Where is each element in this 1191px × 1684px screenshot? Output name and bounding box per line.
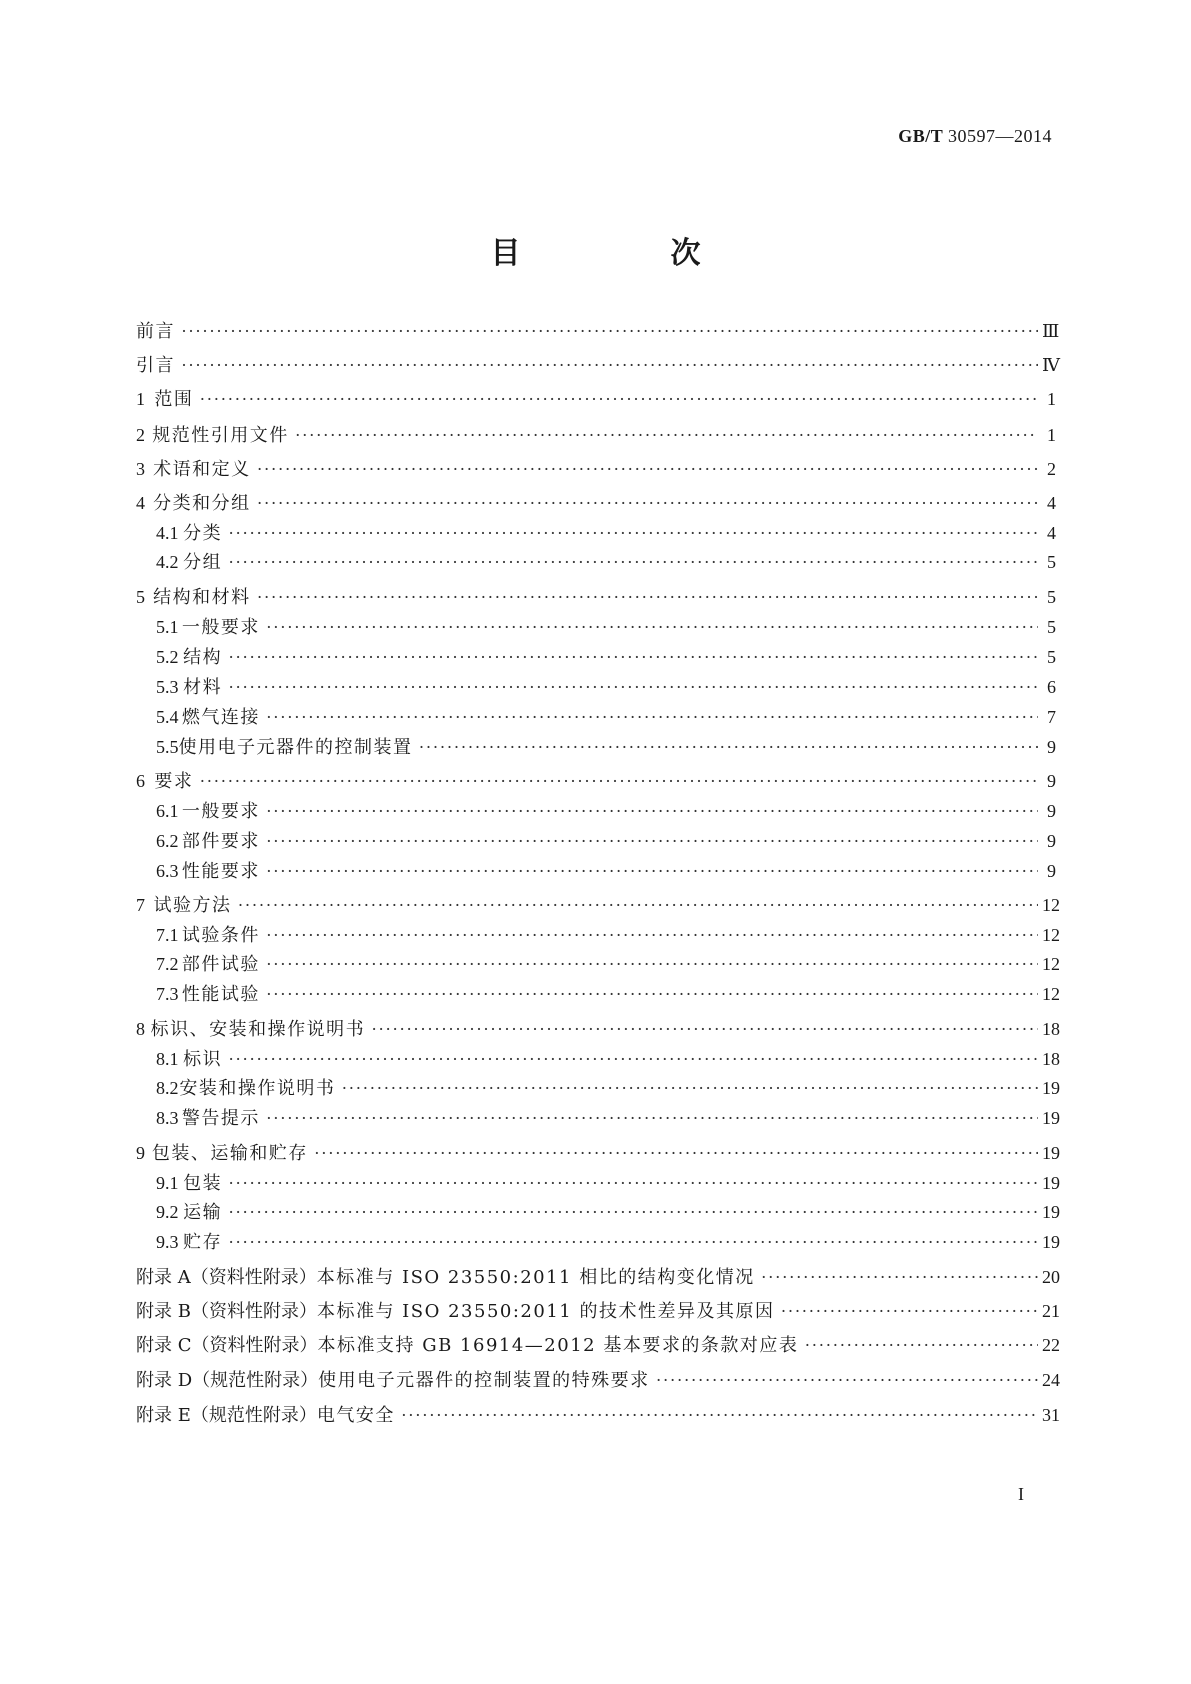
toc-entry-page: 1 [1047, 389, 1056, 409]
toc-entry-page: 7 [1047, 707, 1056, 727]
annex-heading: 附录 E（规范性附录） [136, 1405, 317, 1426]
toc-entry-label: 分类和分组 [153, 493, 251, 514]
annex-heading: 附录 B（资料性附录） [136, 1301, 317, 1322]
toc-entry-label: 试验方法 [153, 895, 232, 916]
dot-leader [266, 953, 1038, 975]
annex-heading: 附录 C（资料性附录） [136, 1335, 318, 1356]
toc-entry-number: 3 [136, 459, 145, 479]
toc-entry-number: 5.5 [156, 737, 179, 757]
toc-entry-number: 9.1 [156, 1173, 179, 1193]
dot-leader [199, 770, 1038, 792]
toc-entry-page: Ⅲ [1042, 321, 1060, 341]
dot-leader [228, 646, 1038, 668]
toc-entry-page: 1 [1047, 425, 1056, 445]
toc-entry-label: 引言 [136, 355, 175, 376]
toc-entry-page: 19 [1042, 1173, 1060, 1193]
toc-entry-4[interactable] [136, 492, 1056, 515]
dot-leader [228, 1201, 1038, 1223]
toc-entry-label: 使用电子元器件的控制装置的特殊要求 [318, 1370, 650, 1391]
toc-entry-number: 5.1 [156, 617, 179, 637]
toc-entry-label: 安装和操作说明书 [179, 1078, 336, 1099]
toc-entry-5-4[interactable] [156, 706, 1056, 729]
dot-leader [257, 458, 1038, 480]
toc-entry-annex-e[interactable] [136, 1404, 1060, 1427]
dot-leader [266, 616, 1038, 638]
toc-entry-number: 6.2 [156, 831, 179, 851]
dot-leader [266, 800, 1038, 822]
standard-code [898, 126, 1052, 147]
toc-entry-label: 本标准与 ISO 23550:2011 的技术性差异及其原因 [316, 1301, 775, 1322]
toc-entry-number: 5 [136, 587, 145, 607]
page-number: I [1018, 1484, 1024, 1504]
toc-entry-page: 2 [1047, 459, 1056, 479]
standard-number: 30597—2014 [948, 126, 1052, 146]
toc-entry-number: 5.4 [156, 707, 179, 727]
dot-leader [199, 388, 1038, 410]
toc-entry-number: 4.2 [156, 552, 179, 572]
toc-entry-label: 性能试验 [181, 984, 260, 1005]
toc-entry-number: 6.1 [156, 801, 179, 821]
toc-entry-page: 19 [1042, 1202, 1060, 1222]
toc-entry-page: 12 [1042, 895, 1060, 915]
toc-entry-9-3[interactable] [156, 1231, 1060, 1254]
toc-entry-label: 规范性引用文件 [152, 425, 289, 446]
dot-leader [238, 894, 1038, 916]
dot-leader [266, 924, 1038, 946]
toc-entry-page: 4 [1047, 523, 1056, 543]
standard-prefix: GB/T [898, 126, 943, 146]
toc-entry-label: 要求 [154, 771, 194, 792]
toc-entry-4-2[interactable] [156, 551, 1056, 574]
toc-entry-introduction[interactable] [136, 354, 1060, 377]
toc-entry-5-2[interactable] [156, 646, 1056, 669]
toc-entry-label: 运输 [183, 1202, 223, 1223]
toc-entry-label: 材料 [183, 677, 223, 698]
toc-entry-label: 分类 [183, 523, 223, 544]
toc-entry-label: 分组 [183, 552, 223, 573]
toc-entry-page: Ⅳ [1042, 355, 1060, 375]
toc-entry-label: 燃气连接 [181, 707, 260, 728]
toc-entry-page: 12 [1042, 984, 1060, 1004]
toc-entry-number: 7.3 [156, 984, 179, 1004]
toc-entry-label: 试验条件 [181, 925, 260, 946]
toc-entry-label: 性能要求 [181, 861, 260, 882]
toc-entry-label: 结构 [183, 647, 223, 668]
toc-entry-page: 9 [1047, 801, 1056, 821]
dot-leader [257, 586, 1038, 608]
toc-entry-number: 8.1 [156, 1049, 179, 1069]
toc-entry-8-3[interactable] [156, 1107, 1060, 1130]
toc-entry-5-5[interactable] [156, 736, 1056, 759]
toc-entry-label: 部件要求 [181, 831, 260, 852]
toc-entry-page: 9 [1047, 737, 1056, 757]
toc-entry-2[interactable] [136, 424, 1056, 447]
dot-leader [181, 320, 1038, 342]
toc-entry-page: 21 [1042, 1301, 1060, 1321]
toc-entry-page: 19 [1042, 1108, 1060, 1128]
page-title: 目 次 [490, 236, 761, 271]
dot-leader [266, 860, 1038, 882]
toc-entry-label: 前言 [136, 321, 175, 342]
toc-entry-label: 贮存 [183, 1232, 223, 1253]
toc-entry-number: 8.2 [156, 1078, 179, 1098]
toc-entry-label: 警告提示 [181, 1108, 260, 1129]
toc-entry-page: 9 [1047, 831, 1056, 851]
toc-entry-8-2[interactable] [156, 1077, 1060, 1100]
toc-entry-page: 18 [1042, 1049, 1060, 1069]
toc-entry-number: 4.1 [156, 523, 179, 543]
toc-entry-4-1[interactable] [156, 522, 1056, 545]
toc-entry-foreword[interactable] [136, 320, 1060, 343]
toc-entry-page: 5 [1047, 587, 1056, 607]
dot-leader [761, 1266, 1038, 1288]
annex-heading: 附录 A（资料性附录） [136, 1267, 317, 1288]
toc-entry-page: 5 [1047, 617, 1056, 637]
dot-leader [314, 1142, 1038, 1164]
toc-entry-number: 5.3 [156, 677, 179, 697]
toc-entry-label: 本标准与 ISO 23550:2011 相比的结构变化情况 [316, 1267, 755, 1288]
toc-entry-label: 结构和材料 [153, 587, 251, 608]
toc-entry-number: 5.2 [156, 647, 179, 667]
toc-entry-page: 12 [1042, 925, 1060, 945]
toc-entry-7-1[interactable] [156, 924, 1060, 947]
toc-entry-label: 一般要求 [181, 617, 260, 638]
toc-entry-1[interactable] [136, 388, 1056, 411]
dot-leader [266, 1107, 1038, 1129]
dot-leader [228, 1231, 1038, 1253]
toc-entry-page: 19 [1042, 1078, 1060, 1098]
toc-entry-page: 4 [1047, 493, 1056, 513]
toc-entry-label: 部件试验 [181, 954, 260, 975]
toc-entry-6-1[interactable] [156, 800, 1056, 823]
dot-leader [804, 1334, 1038, 1356]
dot-leader [266, 706, 1038, 728]
toc-entry-annex-d[interactable] [136, 1369, 1060, 1392]
dot-leader [266, 830, 1038, 852]
dot-leader [181, 354, 1038, 376]
dot-leader [656, 1369, 1038, 1391]
toc-entry-number: 7 [136, 895, 145, 915]
toc-entry-page: 19 [1042, 1232, 1060, 1252]
toc-entry-page: 9 [1047, 861, 1056, 881]
dot-leader [228, 522, 1038, 544]
toc-entry-number: 9.2 [156, 1202, 179, 1222]
dot-leader [228, 551, 1038, 573]
toc-entry-5[interactable] [136, 586, 1056, 609]
toc-entry-label: 一般要求 [181, 801, 260, 822]
toc-entry-label: 术语和定义 [153, 459, 251, 480]
toc-entry-page: 5 [1047, 552, 1056, 572]
toc-entry-annex-a[interactable] [136, 1266, 1060, 1289]
dot-leader [266, 983, 1038, 1005]
toc-entry-9[interactable] [136, 1142, 1060, 1165]
toc-entry-5-3[interactable] [156, 676, 1056, 699]
toc-entry-number: 8 [136, 1019, 145, 1039]
toc-entry-number: 7.1 [156, 925, 179, 945]
toc-entry-6-2[interactable] [156, 830, 1056, 853]
toc-entry-page: 22 [1042, 1335, 1060, 1355]
toc-entry-8[interactable] [136, 1018, 1060, 1041]
toc-entry-label: 电气安全 [316, 1405, 395, 1426]
toc-entry-5-1[interactable] [156, 616, 1056, 639]
toc-entry-page: 24 [1042, 1370, 1060, 1390]
toc-entry-page: 19 [1042, 1143, 1060, 1163]
toc-entry-label: 包装 [183, 1173, 223, 1194]
toc-entry-8-1[interactable] [156, 1048, 1060, 1071]
toc-entry-number: 9.3 [156, 1232, 179, 1252]
toc-entry-number: 4 [136, 493, 145, 513]
toc-entry-number: 6 [136, 771, 145, 791]
dot-leader [228, 676, 1038, 698]
toc-entry-annex-c[interactable] [136, 1334, 1060, 1357]
annex-heading: 附录 D（规范性附录） [136, 1370, 319, 1391]
toc-entry-label: 使用电子元器件的控制装置 [178, 737, 413, 758]
toc-entry-number: 1 [136, 389, 145, 409]
dot-leader [295, 424, 1038, 446]
toc-entry-6-3[interactable] [156, 860, 1056, 883]
toc-entry-7-2[interactable] [156, 953, 1060, 976]
toc-entry-9-2[interactable] [156, 1201, 1060, 1224]
toc-entry-9-1[interactable] [156, 1172, 1060, 1195]
dot-leader [401, 1404, 1038, 1426]
toc-entry-label: 标识、安装和操作说明书 [150, 1019, 366, 1040]
dot-leader [341, 1077, 1038, 1099]
toc-entry-6[interactable] [136, 770, 1056, 793]
dot-leader [228, 1172, 1038, 1194]
toc-entry-label: 包装、运输和贮存 [151, 1143, 308, 1164]
toc-entry-page: 9 [1047, 771, 1056, 791]
toc-entry-annex-b[interactable] [136, 1300, 1060, 1323]
toc-entry-number: 7.2 [156, 954, 179, 974]
dot-leader [371, 1018, 1038, 1040]
toc-entry-number: 9 [136, 1143, 145, 1163]
toc-entry-label: 标识 [183, 1049, 223, 1070]
dot-leader [780, 1300, 1038, 1322]
toc-entry-number: 2 [136, 425, 145, 445]
toc-entry-7-3[interactable] [156, 983, 1060, 1006]
toc-entry-page: 12 [1042, 954, 1060, 974]
toc-entry-page: 6 [1047, 677, 1056, 697]
toc-entry-page: 31 [1042, 1405, 1060, 1425]
toc-entry-7[interactable] [136, 894, 1060, 917]
dot-leader [228, 1048, 1038, 1070]
toc-entry-page: 18 [1042, 1019, 1060, 1039]
toc-entry-page: 20 [1042, 1267, 1060, 1287]
toc-entry-number: 8.3 [156, 1108, 179, 1128]
toc-entry-number: 6.3 [156, 861, 179, 881]
toc-entry-3[interactable] [136, 458, 1056, 481]
toc-entry-label: 范围 [154, 389, 194, 410]
dot-leader [419, 736, 1039, 758]
toc-entry-label: 本标准支持 GB 16914—2012 基本要求的条款对应表 [317, 1335, 799, 1356]
toc-entry-page: 5 [1047, 647, 1056, 667]
dot-leader [257, 492, 1038, 514]
